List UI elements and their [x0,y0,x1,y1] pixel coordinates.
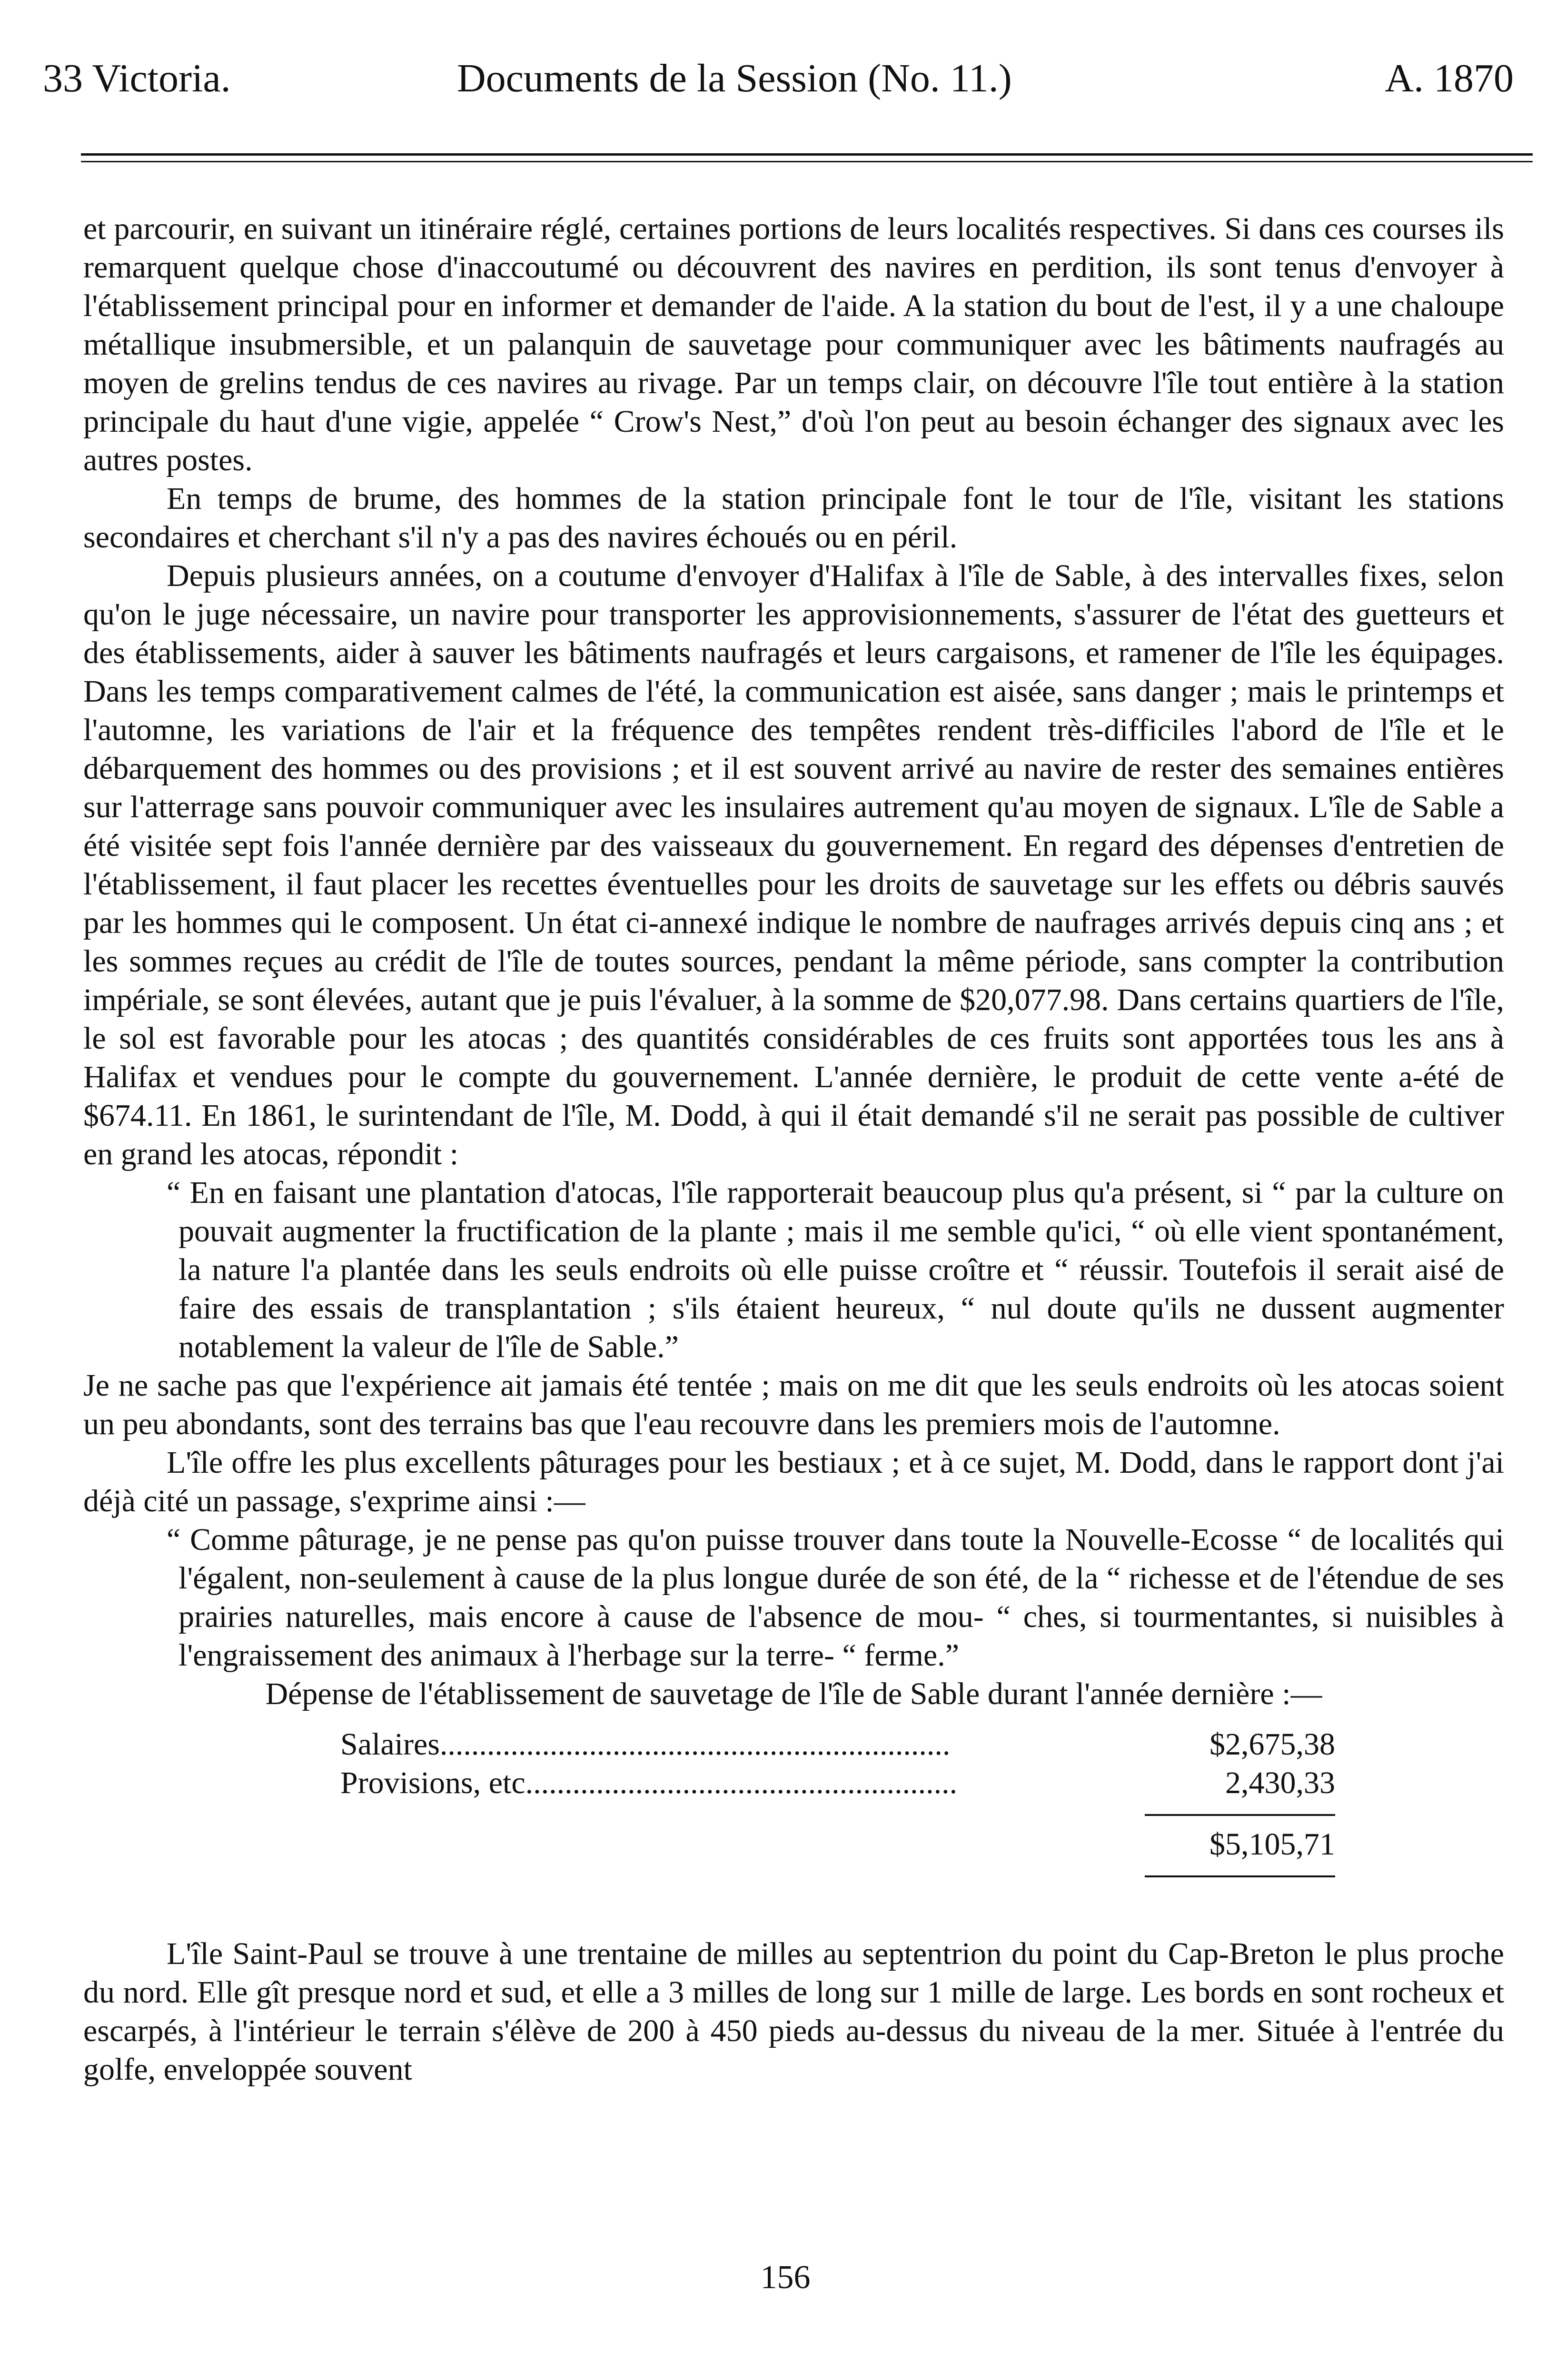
paragraph-3: Depuis plusieurs années, on a coutume d'envoyer d'Halifax à l'île de Sable, à des intervalles fixes, selon qu'on le juge nécessaire, un navire pour transporter les approvisionnements, s'assurer de l'état des guetteurs et des établissements, aider à sauver les bâtiments naufragés et leurs cargaisons, et ramener de l'île les équipages. Dans les temps comparativement calmes de l'été, la communication est aisée, sans danger ; mais le printemps et l'automne, les variations de l'air et la fréquence des tempêtes rendent très-difficiles l'abord de l'île et le débarquement des hommes ou des provisions ; et il est souvent arrivé au navire de rester des semaines entières sur l'atterrage sans pouvoir communiquer avec les insulaires autrement qu'au moyen de signaux. L'île de Sable a été visitée sept fois l'année dernière par des vaisseaux du gouvernement. En regard des dépenses d'entretien de l'établissement, il faut placer les recettes éventuelles pour les droits de sauvetage sur les effets ou débris sauvés par les hommes qui le composent. Un état ci-annexé indique le nombre de naufrages arrivés depuis cinq ans ; et les sommes reçues au crédit de l'île de toutes sources, pendant la même période, sans compter la contribution impériale, se sont élevées, autant que je puis l'évaluer, à la somme de $20,077.98. Dans certains quartiers de l'île, le sol est favorable pour les atocas ; des quantités considérables de ces fruits sont apportées tous les ans à Halifax et vendues pour le compte du gouvernement. L'année dernière, le produit de cette vente a-été de $674.11. En 1861, le surintendant de l'île, M. Dodd, à qui il était demandé s'il ne serait pas possible de cultiver en grand les atocas, répondit : [83,558,1504,1171]
body-text [83,209,1504,2089]
quote-1-after: Je ne sache pas que l'expérience ait jamais été tentée ; mais on me dit que les seuls endroits où les atocas soient un peu abondants, sont des terrains bas que l'eau recouvre dans les premiers mois de l'automne. [83,1368,1504,1441]
expense-total: $5,105,71 [1209,1827,1335,1862]
expense-value: 2,430,33 [1225,1765,1335,1800]
header-rule-thin [81,161,1533,162]
page-number: 156 [760,2259,811,2296]
quote-1: “ En en faisant une plantation d'atocas, l'île rapporterait beaucoup plus qu'a présent, si “ par la culture on pouvait augmenter la fructification de la plante ; mais il me semble qu'ici, “ où elle vient spontanément, la nature l'a plantée dans les seuls endroits où elle puisse croître et “ réussir. Toutefois il serait aisé de faire des essais de transplantation ; s'ils étaient heureux, “ nul doute qu'ils ne dussent augmenter notablement la valeur de l'île de Sable.” [167,1175,1504,1364]
expense-value: $2,675,38 [1209,1727,1335,1762]
paragraph-2: En temps de brume, des hommes de la station principale font le tour de l'île, visitant les stations secondaires et cherchant s'il n'y a pas des navires échoués ou en péril. [83,481,1504,555]
section-spacer [83,1877,1504,1934]
expense-label: Provisions, etc....................................................... [340,1765,958,1800]
total-rule-top [1145,1814,1335,1816]
header-title: Documents de la Session (No. 11.) [457,56,1012,100]
paragraph-4: L'île offre les plus excellents pâturages pour les bestiaux ; et à ce sujet, M. Dodd, dans le rapport dont j'ai déjà cité un passage, s'exprime ainsi :— [83,1445,1504,1518]
paragraph-5: L'île Saint-Paul se trouve à une trentaine de milles au septentrion du point du Cap-Breton le plus proche du nord. Elle gît presque nord et sud, et elle a 3 milles de long sur 1 mille de large. Les bords en sont rocheux et escarpés, à l'intérieur le terrain s'élève de 200 à 450 pieds au-dessus du niveau de la mer. Située à l'entrée du golfe, enveloppée souvent [83,1936,1504,2087]
header-right: A. 1870 [1385,56,1514,100]
paragraph-1: et parcourir, en suivant un itinéraire réglé, certaines portions de leurs localités respectives. Si dans ces courses ils remarquent quelque chose d'inaccoutumé ou découvrent des navires en perdition, ils sont tenus d'envoyer à l'établissement principal pour en informer et demander de l'aide. A la station du bout de l'est, il y a une chaloupe métallique insubmersible, et un palanquin de sauvetage pour communiquer avec les bâtiments naufragés au moyen de grelins tendus de ces navires au rivage. Par un temps clair, on découvre l'île tout entière à la station principale du haut d'une vigie, appelée “ Crow's Nest,” d'où l'on peut au besoin échanger des signaux avec les autres postes. [83,211,1504,477]
header-rule-thick [81,153,1533,156]
expense-row [340,1764,1335,1802]
header-left: 33 Victoria. [43,56,231,100]
running-header [43,45,1523,112]
expense-label: Salaires................................................................. [340,1727,951,1762]
expense-title: Dépense de l'établissement de sauvetage de l'île de Sable durant l'année dernière :— [265,1676,1322,1711]
quote-2: “ Comme pâturage, je ne pense pas qu'on puisse trouver dans toute la Nouvelle-Ecosse “ de localités qui l'égalent, non-seulement à cause de la plus longue durée de son été, de la “ richesse et de l'étendue de ses prairies naturelles, mais encore à cause de l'absence de mou- “ ches, si tourmentantes, si nuisibles à l'engraissement des animaux à l'herbage sur la terre- “ ferme.” [167,1522,1504,1673]
expense-row [340,1725,1335,1764]
expense-table [340,1725,1335,1877]
